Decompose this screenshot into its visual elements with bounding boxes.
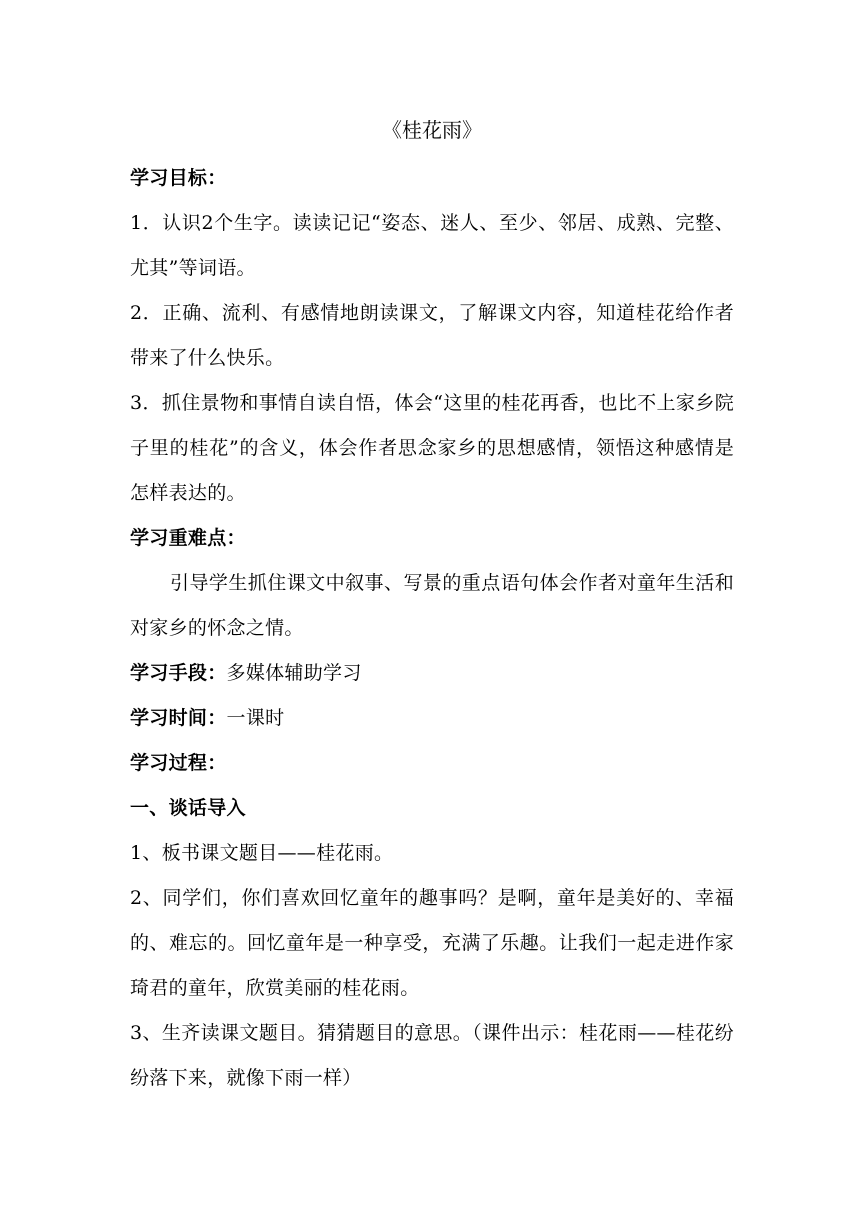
means-value: 多媒体辅助学习: [226, 662, 362, 684]
time-row: [130, 696, 734, 741]
section-heading-intro: 一、谈话导入: [130, 797, 246, 819]
time-value: 一课时: [226, 707, 285, 729]
difficulties-text: 引导学生抓住课文中叙事、写景的重点语句体会作者对童年生活和对家乡的怀念之情。: [130, 572, 734, 639]
objective-item-1: 1．认识2个生字。读读记记“姿态、迷人、至少、邻居、成熟、完整、尤其”等词语。: [130, 212, 734, 279]
means-label: 学习手段：: [130, 662, 227, 684]
section-item-2: 2、同学们，你们喜欢回忆童年的趣事吗？是啊，童年是美好的、幸福的、难忘的。回忆童年是一种享受，充满了乐趣。让我们一起走进作家琦君的童年，欣赏美丽的桂花雨。: [130, 887, 734, 999]
process-heading: 学习过程：: [130, 752, 227, 774]
section-item-1: 1、板书课文题目——桂花雨。: [130, 842, 394, 864]
document-body: [130, 114, 734, 1101]
means-row: [130, 651, 734, 696]
document-title: 《桂花雨》: [382, 118, 482, 142]
difficulties-heading: 学习重难点：: [130, 527, 246, 549]
objective-item-2: 2．正确、流利、有感情地朗读课文，了解课文内容，知道桂花给作者带来了什么快乐。: [130, 302, 734, 369]
objectives-heading: 学习目标：: [130, 167, 227, 189]
time-label: 学习时间：: [130, 707, 227, 729]
section-item-3: 3、生齐读课文题目。猜猜题目的意思。（课件出示：桂花雨——桂花纷纷落下来，就像下雨一样）: [130, 1022, 734, 1089]
objective-item-3: 3．抓住景物和事情自读自悟，体会“这里的桂花再香，也比不上家乡院子里的桂花”的含义，体会作者思念家乡的思想感情，领悟这种感情是怎样表达的。: [130, 392, 734, 504]
